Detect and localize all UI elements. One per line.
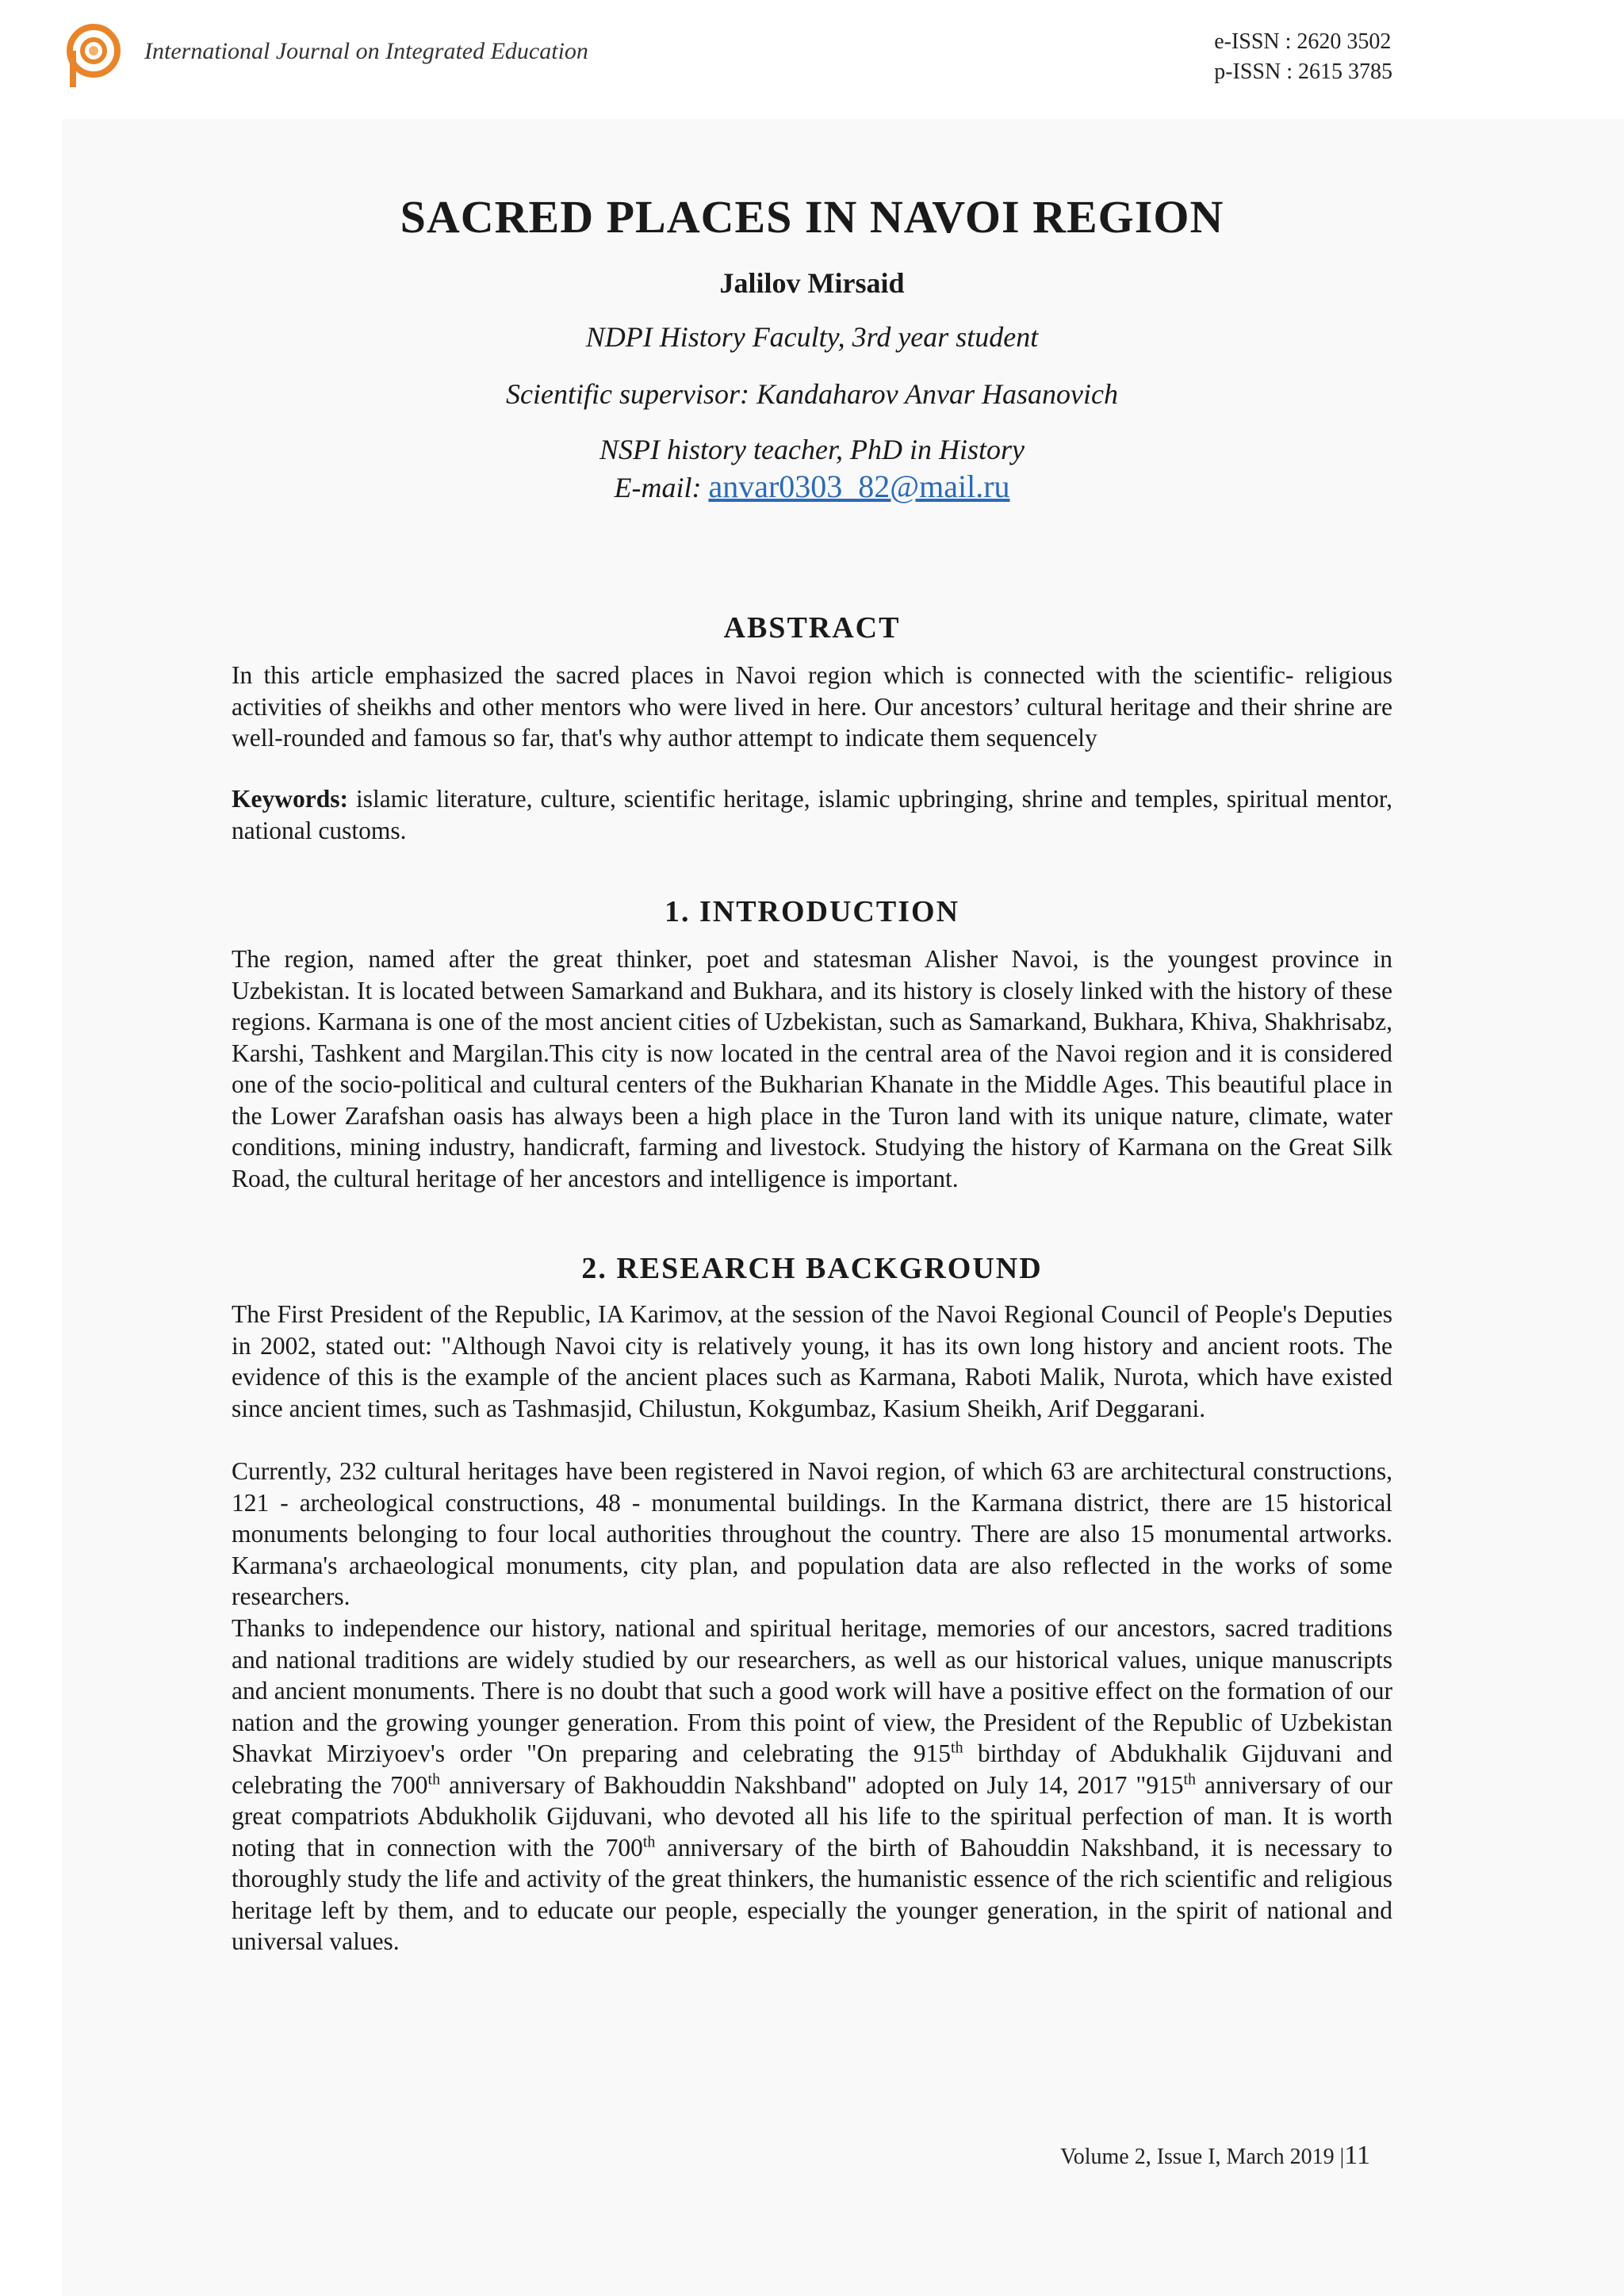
introduction-text: The region, named after the great thinker, poet and statesman Alisher Navoi, is the youngest province in Uzbekistan. It is located between Samarkand and Bukhara, and its history is closely linked with the history of these regions. Karmana is one of the most ancient cities of Uzbekistan, such as Samarkand, Bukhara, Khiva, Shakhrisabz, Karshi, Tashkent and Margilan.This city is now located in the central area of the Navoi region and it is considered one of the socio-political and cultural centers of the Bukharian Khanate in the Middle Ages. This beautiful place in the Lower Zarafshan oasis has always been a high place in the Turon land with its unique nature, climate, water conditions, mining industry, handicraft, farming and livestock. Studying the history of Karmana on the Great Silk Road, the cultural heritage of her ancestors and intelligence is important. xyxy=(232,945,1392,1192)
keywords-label: Keywords: xyxy=(232,785,348,813)
p3-part-d: anniversary of our great compatriots Abdukholik Gijduvani, who devoted all his life to the spiritual perfection of man. It is worth noting that in connection with the 700 xyxy=(232,1770,1393,1862)
keywords xyxy=(232,783,1392,846)
superscript: th xyxy=(1183,1770,1197,1788)
affiliation-1: NDPI History Faculty, 3rd year student xyxy=(585,321,1039,353)
background-paragraph-1: The First President of the Republic, IA Karimov, at the session of the Navoi Regional Council of People's Deputies in 2002, stated out: "Although Navoi city is relatively young, it has its own long history and ancient roots. The evidence of this is the example of the ancient places such as Karmana, Raboti Malik, Nurota, which have existed since ancient times, such as Tashmasjid, Chilustun, Kokgumbaz, Kasium Sheikh, Arif Deggarani. xyxy=(232,1300,1392,1422)
superscript: th xyxy=(642,1833,656,1850)
background-paragraph-3 xyxy=(232,1613,1392,1957)
author-name: Jalilov Mirsaid xyxy=(719,267,905,299)
p3-part-b: birthday of Abdukhalik Gijduvani and celebrating the 700 xyxy=(232,1739,1392,1799)
article-title: SACRED PLACES IN NAVOI REGION xyxy=(400,191,1224,243)
page-header xyxy=(0,0,1624,111)
journal-logo-icon xyxy=(67,24,121,89)
abstract-text: In this article emphasized the sacred places in Navoi region which is connected with the scientific- religious activities of sheikhs and other mentors who were lived in here. Our ancestors’ cultural heritage and their shrine are well-rounded and famous so far, that's why author attempt to indicate them sequencely xyxy=(232,661,1392,752)
issn-block xyxy=(1214,27,1392,87)
page-footer xyxy=(1060,2141,1370,2171)
background-paragraph-2: Currently, 232 cultural heritages have been registered in Navoi region, of which 63 are architectural constructions, 121 - archeological constructions, 48 - monumental buildings. In the Karmana district, there are 15 historical monuments belonging to four local authorities throughout the country. There are also 15 monumental artworks. Karmana's archaeological monuments, city plan, and population data are also reflected in the works of some researchers. xyxy=(232,1457,1392,1610)
pissn: p-ISSN : 2615 3785 xyxy=(1214,59,1392,84)
affiliation-2: Scientific supervisor: Kandaharov Anvar Hasanovich xyxy=(506,378,1118,410)
abstract-heading: ABSTRACT xyxy=(723,611,901,645)
page-number: 11 xyxy=(1344,2141,1370,2170)
superscript: th xyxy=(427,1770,441,1788)
email-label: E-mail: xyxy=(614,472,702,503)
email-link[interactable]: anvar0303_82@mail.ru xyxy=(708,469,1010,504)
volume-info: Volume 2, Issue I, March 2019 | xyxy=(1060,2145,1345,2169)
eissn: e-ISSN : 2620 3502 xyxy=(1214,29,1392,54)
p3-part-a: Thanks to independence our history, national and spiritual heritage, memories of our ancestors, sacred traditions and national traditions are widely studied by our researchers, as well as our historical values, unique manuscripts and ancient monuments. There is no doubt that such a good work will have a positive effect on the formation of our nation and the growing younger generation. From this point of view, the President of the Republic of Uzbekistan Shavkat Mirziyoev's order "On preparing and celebrating the 915 xyxy=(232,1614,1392,1767)
p3-part-e: anniversary of the birth of Bahouddin Nakshband, it is necessary to thoroughly study the life and activity of the great thinkers, the humanistic essence of the rich scientific and religious heritage left by them, and to educate our people, especially the younger generation, in the spirit of national and universal values. xyxy=(232,1833,1392,1955)
affiliation-3: NSPI history teacher, PhD in History xyxy=(599,434,1025,465)
email-line xyxy=(232,468,1392,505)
keywords-list: islamic literature, culture, scientific heritage, islamic upbringing, shrine and temples, spiritual mentor, national customs. xyxy=(232,785,1392,844)
journal-name: International Journal on Integrated Education xyxy=(144,38,588,64)
background-heading: 2. RESEARCH BACKGROUND xyxy=(581,1252,1043,1285)
superscript: th xyxy=(951,1739,963,1757)
introduction-heading: 1. INTRODUCTION xyxy=(664,895,960,928)
p3-part-c: anniversary of Bakhouddin Nakshband" adopted on July 14, 2017 "915 xyxy=(440,1770,1184,1799)
